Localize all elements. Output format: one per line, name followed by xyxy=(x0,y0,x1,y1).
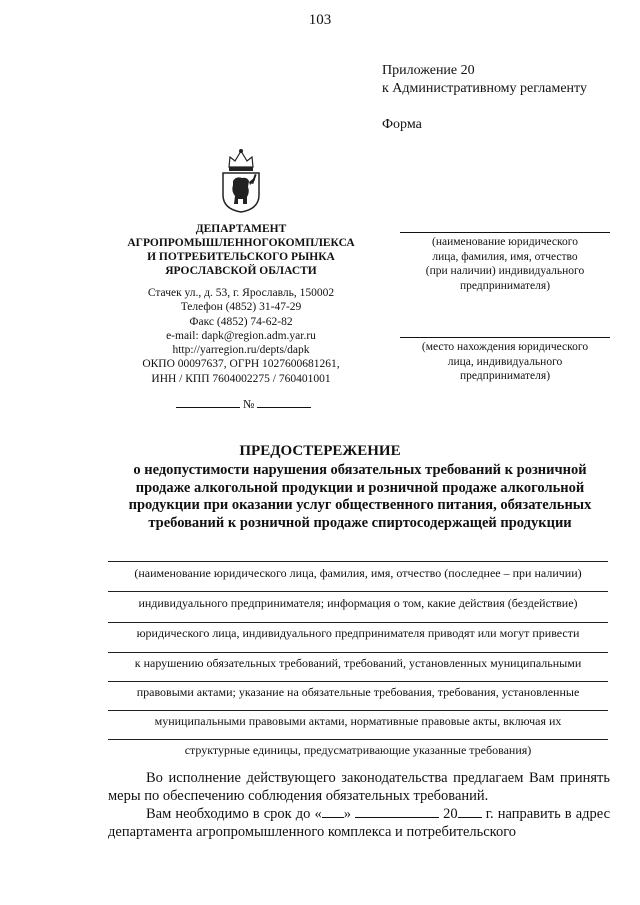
email: e-mail: dapk@region.adm.yar.ru xyxy=(166,329,316,342)
fill-caption: муниципальными правовыми актами, нормативные правовые акты, включая их xyxy=(154,714,562,728)
year-blank xyxy=(458,805,482,818)
recipient-name-caption: (наименование юридического xyxy=(432,236,578,248)
warning-title: ПРЕДОСТЕРЕЖЕНИЕ xyxy=(239,443,401,459)
para2-rest: г. направить в адрес департамента агропромышленного комплекса и потребительского xyxy=(108,806,611,840)
department-name xyxy=(108,222,374,278)
recipient-location-rule xyxy=(400,337,610,338)
okpo-ogrn: ОКПО 00097637, ОГРН 1027600681261, xyxy=(142,358,340,371)
para2-quote: » xyxy=(343,806,351,822)
recipient-location-block xyxy=(400,337,610,384)
recipient-name-block xyxy=(400,232,610,293)
fill-caption: юридического лица, индивидуального предпринимателя приводят или могут привести xyxy=(136,626,580,640)
department-name-line: ДЕПАРТАМЕНТ xyxy=(195,223,287,235)
fill-rule xyxy=(108,622,608,623)
warning-subtitle xyxy=(100,462,620,532)
para2-start: Вам необходимо в срок до « xyxy=(146,806,322,822)
number-sign: № xyxy=(243,397,255,411)
warning-subtitle-line: о недопустимости нарушения обязательных требований к розничной xyxy=(133,462,587,478)
warning-subtitle-line: продукции при оказании услуг общественного питания, обязательных xyxy=(128,497,592,513)
recipient-name-caption: предпринимателя) xyxy=(459,279,551,292)
recipient-name-rule xyxy=(400,232,610,233)
fill-rule xyxy=(108,739,608,740)
website: http://yarregion.ru/depts/dapk xyxy=(172,344,310,357)
appendix-line-1: Приложение 20 xyxy=(382,63,475,78)
appendix-line-2: к Административному регламенту xyxy=(382,81,587,96)
department-contacts xyxy=(108,286,374,386)
address: Стачек ул., д. 53, г. Ярославль, 150002 xyxy=(147,287,335,299)
inn-kpp: ИНН / КПП 7604002275 / 760401001 xyxy=(151,372,331,385)
date-blank xyxy=(176,397,240,408)
para2-year: 20 xyxy=(443,806,458,822)
form-label: Форма xyxy=(382,117,422,132)
yaroslavl-coat-of-arms-icon xyxy=(220,147,262,213)
fill-caption: (наименование юридического лица, фамилия, имя, отчество (последнее – при наличии) xyxy=(134,566,582,580)
fill-rule xyxy=(108,591,608,592)
appendix-header xyxy=(382,62,587,134)
fill-caption: правовыми актами; указание на обязательные требования, требования, установленные xyxy=(136,685,580,699)
number-blank xyxy=(257,397,311,408)
department-name-line: И ПОТРЕБИТЕЛЬСКОГО РЫНКА xyxy=(147,251,335,263)
page-number: 103 xyxy=(308,12,332,28)
phone: Телефон (4852) 31-47-29 xyxy=(180,301,302,314)
recipient-location-caption: (место нахождения юридического xyxy=(421,341,589,353)
fill-rule xyxy=(108,681,608,682)
fill-rule xyxy=(108,652,608,653)
recipient-location-caption: предпринимателя) xyxy=(459,370,551,382)
recipient-name-caption: (при наличии) индивидуального xyxy=(425,265,585,277)
fill-rule xyxy=(108,710,608,711)
recipient-name-caption: лица, фамилия, имя, отчество xyxy=(432,250,578,263)
fill-caption: индивидуального предпринимателя; информация о том, какие действия (бездействие) xyxy=(138,596,578,610)
body-text xyxy=(108,770,610,841)
registration-number-line xyxy=(176,397,311,412)
warning-subtitle-line: требований к розничной продаже спиртосодержащей продукции xyxy=(148,514,572,531)
fill-caption: к нарушению обязательных требований, требований, установленных муниципальными xyxy=(134,656,582,670)
department-name-line: АГРОПРОМЫШЛЕННОГОКОМПЛЕКСА xyxy=(127,237,355,249)
paragraph-2 xyxy=(108,805,610,841)
day-blank xyxy=(322,805,344,818)
warning-subtitle-line: продаже алкогольной продукции и розничной продаже алкогольной xyxy=(135,479,585,496)
fill-rule xyxy=(108,561,608,562)
fill-caption: структурные единицы, предусматривающие указанные требования) xyxy=(184,743,532,757)
department-name-line: ЯРОСЛАВСКОЙ ОБЛАСТИ xyxy=(165,265,317,277)
recipient-location-caption: лица, индивидуального xyxy=(447,355,563,368)
fax: Факс (4852) 74-62-82 xyxy=(189,315,293,328)
paragraph-1: Во исполнение действующего законодательства предлагаем Вам принять меры по обеспечению соблюдения обязательных требований. xyxy=(108,770,610,804)
month-blank xyxy=(355,805,439,818)
